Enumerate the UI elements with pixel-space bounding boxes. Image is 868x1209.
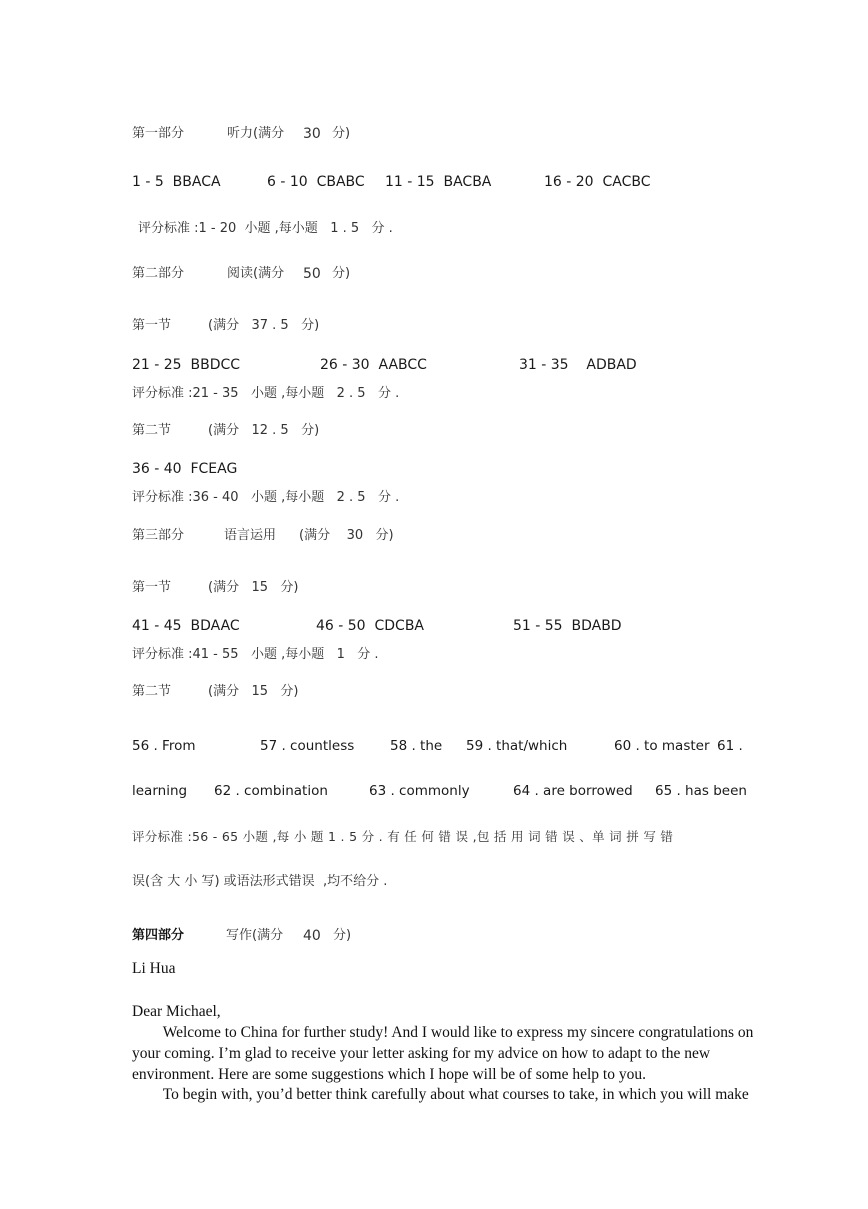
part1-unit: 分) xyxy=(332,126,351,141)
part3-sec1-criteria: 评分标准 :41 - 55 小题 ,每小题 1 分 . xyxy=(132,647,379,662)
answer-item: 62 . combination xyxy=(214,783,328,799)
part2-sec1-criteria: 评分标准 :21 - 35 小题 ,每小题 2 . 5 分 . xyxy=(132,386,400,401)
letter-paragraph-line: your coming. I’m glad to receive your letter asking for my advice on how to adapt to the new xyxy=(132,1045,711,1062)
answer-group: 51 - 55 BDABD xyxy=(513,618,622,634)
part1-criteria: 评分标准 :1 - 20 小题 ,每小题 1 . 5 分 . xyxy=(138,221,393,236)
part2-heading: 第二部分 xyxy=(132,266,185,281)
answer-group: 21 - 25 BBDCC xyxy=(132,357,241,373)
answer-group: 46 - 50 CDCBA xyxy=(316,618,424,634)
section-score: (满分 15 分) xyxy=(208,684,299,699)
part1-score: 30 xyxy=(303,126,321,142)
part3-heading: 第三部分 xyxy=(132,528,185,543)
answer-group: 41 - 45 BDAAC xyxy=(132,618,240,634)
letter-author: Li Hua xyxy=(132,960,176,977)
answer-item: 61 . xyxy=(717,738,743,754)
answer-group: 16 - 20 CACBC xyxy=(544,174,651,190)
answer-item: 63 . commonly xyxy=(369,783,470,799)
letter-paragraph-line: environment. Here are some suggestions which I hope will be of some help to you. xyxy=(132,1066,646,1083)
section-score: (满分 12 . 5 分) xyxy=(208,423,320,438)
answer-item: 59 . that/which xyxy=(466,738,568,754)
part1-heading: 第一部分 xyxy=(132,126,185,141)
part1-title: 听力(满分 xyxy=(227,126,285,141)
answer-group: 36 - 40 FCEAG xyxy=(132,461,238,477)
section-score: (满分 37 . 5 分) xyxy=(208,318,320,333)
part3-sec2-criteria-1: 评分标准 :56 - 65 小题 ,每 小 题 1 . 5 分 . 有 任 何 错 误 ,包 括 用 词 错 误 、单 词 拼 写 错 xyxy=(132,829,674,844)
section-heading: 第一节 xyxy=(132,580,172,595)
part3-title: 语言运用 xyxy=(224,528,277,543)
part3-sec2-criteria-2: 误(含 大 小 写) 或语法形式错误 ,均不给分 . xyxy=(132,874,388,889)
part4-score: 40 xyxy=(303,928,321,944)
part2-sec2-criteria: 评分标准 :36 - 40 小题 ,每小题 2 . 5 分 . xyxy=(132,490,400,505)
part4-heading: 第四部分 xyxy=(132,928,185,943)
answer-item: 57 . countless xyxy=(260,738,355,754)
answer-item: 65 . has been xyxy=(655,783,747,799)
answer-item: 58 . the xyxy=(390,738,443,754)
section-score: (满分 15 分) xyxy=(208,580,299,595)
part4-unit: 分) xyxy=(333,928,352,943)
answer-group: 11 - 15 BACBA xyxy=(385,174,492,190)
part4-title: 写作(满分 xyxy=(226,928,284,943)
section-heading: 第一节 xyxy=(132,318,172,333)
section-heading: 第二节 xyxy=(132,684,172,699)
answer-item: 56 . From xyxy=(132,738,196,754)
section-heading: 第二节 xyxy=(132,423,172,438)
part2-unit: 分) xyxy=(332,266,351,281)
answer-group: 31 - 35 ADBAD xyxy=(519,357,637,373)
letter-paragraph-line: To begin with, you’d better think carefully about what courses to take, in which you will make xyxy=(132,1086,749,1103)
answer-group: 6 - 10 CBABC xyxy=(267,174,365,190)
part2-title: 阅读(满分 xyxy=(227,266,285,281)
answer-group: 26 - 30 AABCC xyxy=(320,357,427,373)
letter-paragraph-line: Welcome to China for further study! And I would like to express my sincere congratulations on xyxy=(132,1024,754,1041)
letter-greeting: Dear Michael, xyxy=(132,1003,221,1020)
part2-score: 50 xyxy=(303,266,321,282)
part3-score: (满分 30 分) xyxy=(299,528,394,543)
answer-item: learning xyxy=(132,783,188,799)
answer-item: 60 . to master xyxy=(614,738,710,754)
answer-item: 64 . are borrowed xyxy=(513,783,633,799)
answer-group: 1 - 5 BBACA xyxy=(132,174,221,190)
